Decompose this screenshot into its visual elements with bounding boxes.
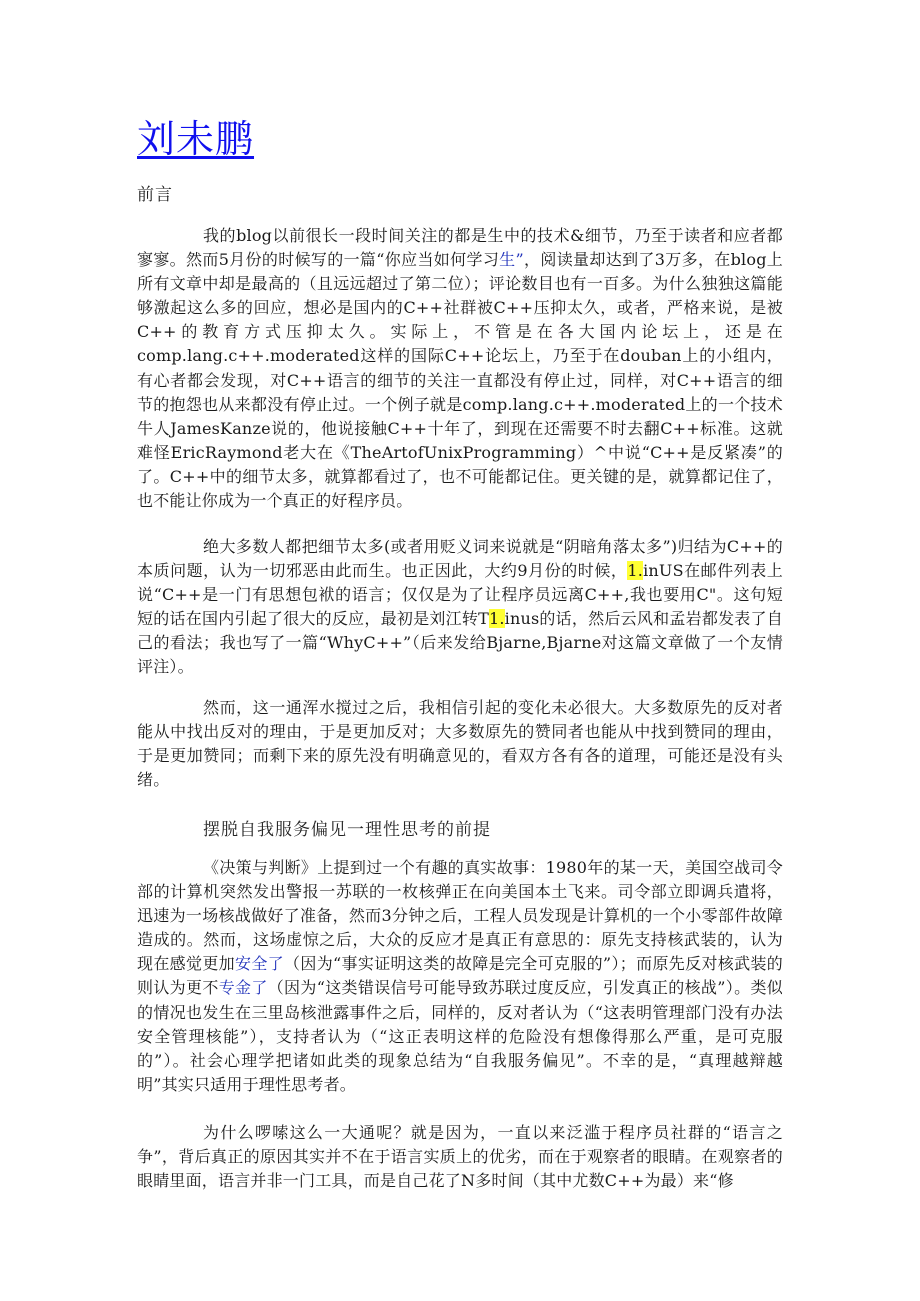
highlight-mark: 1.: [627, 561, 644, 581]
paragraph-text: inUS在邮件列表上说“C++是一门有思想包袱的语言；仅仅是为了让程序员远离C++,我也要用C"。这句短短的话在国内引起了很大的反应，最初是刘江转T: [137, 561, 783, 629]
paragraph-text: ，阅读量却达到了3万多，在blog上所有文章中却是最高的（且远远超过了第二位）；评论数目也有一百多。为什么独独这篇能够激起这么多的回应，想必是国内的C++社群被C++压抑太久，或者，严格来说，是被C++的教育方式压抑太久。实际上，不管是在各大国内论坛上，还是在comp.lang.c++.moderated这样的国际C++论坛上，乃至于在douban上的小组内，有心者都会发现，对C++语言的细节的关注一直都没有停止过，同样，对C++语言的细节的抱怨也从来都没有停止过。一个例子就是comp.lang.c++.moderated上的一个技术牛人JamesKanze说的，他说接触C++十年了，到现在还需要不时去翻C++标准。这就难怪EricRaymond老大在《TheArtofUnixProgramming）^中说“C++是反紧凑”的了。C++中的细节太多，就算都看过了，也不可能都记住。更关键的是，就算都记住了，也不能让你成为一个真正的好程序员。: [137, 250, 783, 511]
paragraph-text: inus的话，然后云风和孟岩都发表了自己的看法；我也写了一篇“WhyC++”（后来发给Bjarne,Bjarne对这篇文章做了一个友情评注）。: [137, 609, 783, 677]
paragraph-text: 绝大多数人都把细节太多(或者用贬义词来说就是“阴暗角落太多”)归结为C++的本质问题，认为一切邪恶由此而生。也正因此，大约9月份的时候，: [137, 537, 783, 581]
paragraph-2: [137, 535, 783, 680]
inline-link[interactable]: 专金了: [218, 978, 268, 998]
paragraph-text: 然而，这一通浑水搅过之后，我相信引起的变化未必很大。大多数原先的反对者能从中找出反对的理由，于是更加反对；大多数原先的赞同者也能从中找到赞同的理由，于是更加赞同；而剩下来的原先没有明确意见的，看双方各有各的道理，可能还是没有头绪。: [137, 698, 783, 790]
paragraph-text: （因为“这类错误信号可能导致苏联过度反应，引发真正的核战”）。类似的情况也发生在三里岛核泄露事件之后，同样的，反对者认为（“这表明管理部门没有办法安全管理核能”），支持者认为（“这正表明这样的危险没有想像得那么严重，是可克服的”）。社会心理学把诸如此类的现象总结为“自我服务偏见”。不幸的是，“真理越辩越明”其实只适用于理性思考者。: [137, 978, 783, 1094]
paragraph-1: [137, 224, 783, 513]
section-heading: 摆脱自我服务偏见一理性思考的前提: [203, 820, 491, 840]
preface-heading: 前言: [137, 185, 173, 205]
paragraph-4: [137, 856, 783, 1097]
paragraph-text: 《决策与判断》上提到过一个有趣的真实故事：1980年的某一天，美国空战司令部的计算机突然发出警报一苏联的一枚核弹正在向美国本土飞来。司令部立即调兵遣将，迅速为一场核战做好了准备，然而3分钟之后，工程人员发现是计算机的一个小零部件故障造成的。然而，这场虚惊之后，大众的反应才是真正有意思的：原先支持核武装的，认为现在感觉更加: [137, 858, 783, 974]
inline-link[interactable]: 生”: [499, 250, 524, 270]
highlight-mark: 1.: [488, 609, 505, 629]
document-title-link[interactable]: 刘未鹏: [137, 117, 255, 161]
paragraph-text: 为什么啰嗦这么一大通呢？就是因为，一直以来泛滥于程序员社群的“语言之争”，背后真正的原因其实并不在于语言实质上的优劣，而在于观察者的眼睛。在观察者的眼睛里面，语言并非一门工具，而是自己花了N多时间（其中尤数C++为最）来“修: [137, 1123, 783, 1191]
paragraph-5: [137, 1121, 783, 1193]
paragraph-text: （因为“事实证明这类的故障是完全可克服的”）；而原先反对核武装的则认为更不: [137, 954, 783, 998]
inline-link[interactable]: 安全了: [235, 954, 285, 974]
paragraph-text: 我的blog以前很长一段时间关注的都是生中的技术&细节，乃至于读者和应者都寥寥。然而5月份的时候写的一篇“你应当如何学习: [137, 226, 783, 270]
paragraph-3: [137, 696, 783, 792]
